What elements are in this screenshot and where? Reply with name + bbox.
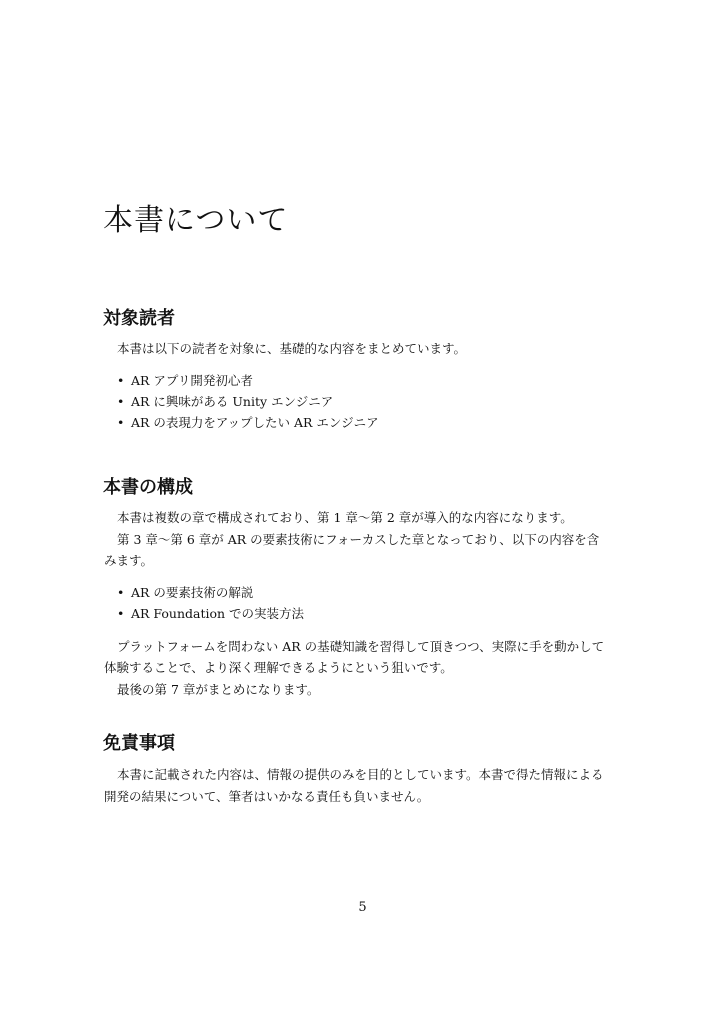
page-title: 本書について (103, 203, 289, 238)
paragraph-line: 最後の第 7 章がまとめになります。 (117, 682, 320, 697)
paragraph-line: 本書は以下の読者を対象に、基礎的な内容をまとめています。 (117, 341, 467, 356)
list-item: • AR Foundation での実装方法 (131, 606, 304, 622)
paragraph-line: 本書に記載された内容は、情報の提供のみを目的としています。本書で得た情報による (117, 767, 604, 782)
section-heading-audience: 対象読者 (103, 308, 175, 329)
paragraph-line: 開発の結果について、筆者はいかなる責任も負いません。 (104, 789, 430, 804)
paragraph-line: みます。 (104, 553, 154, 568)
paragraph-line: 体験することで、より深く理解できるようにという狙いです。 (104, 660, 453, 675)
list-item: • AR アプリ開発初心者 (131, 373, 253, 389)
list-item: • AR に興味がある Unity エンジニア (131, 394, 333, 410)
list-item: • AR の要素技術の解説 (131, 585, 253, 601)
section-heading-disclaimer: 免責事項 (103, 733, 175, 754)
paragraph-line: 第 3 章〜第 6 章が AR の要素技術にフォーカスした章となっており、以下の内容を含 (117, 532, 600, 547)
paragraph-line: プラットフォームを問わない AR の基礎知識を習得して頂きつつ、実際に手を動かして (117, 639, 605, 654)
list-item: • AR の表現力をアップしたい AR エンジニア (131, 415, 379, 431)
section-heading-structure: 本書の構成 (103, 477, 193, 498)
paragraph-line: 本書は複数の章で構成されており、第 1 章〜第 2 章が導入的な内容になります。 (117, 510, 573, 525)
page-number: 5 (358, 900, 367, 915)
